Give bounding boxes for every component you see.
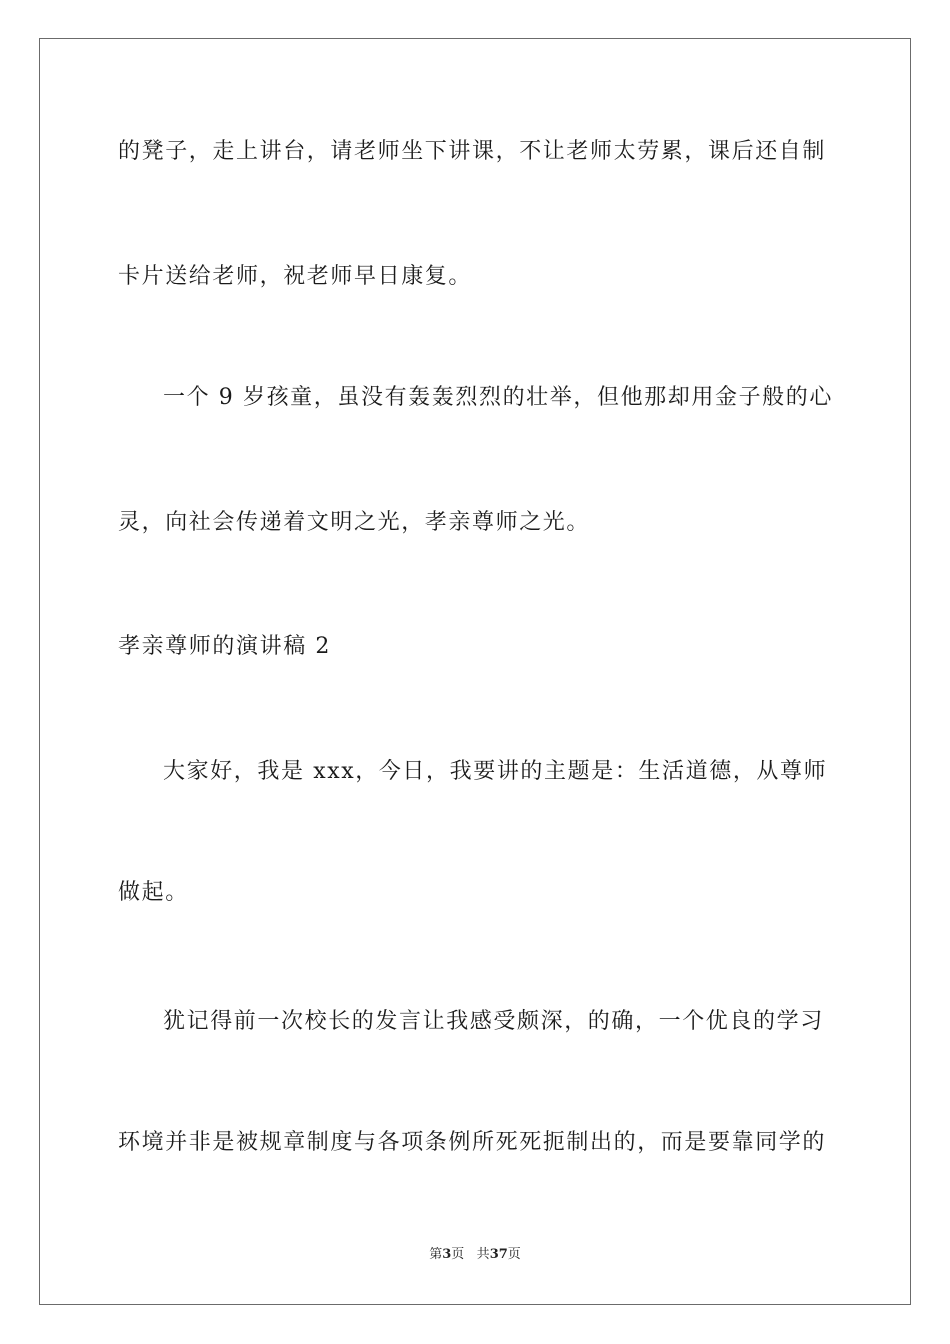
- text-line: 一个 9 岁孩童，虽没有轰轰烈烈的壮举，但他那却用金子般的心: [163, 385, 833, 410]
- text-line: 环境并非是被规章制度与各项条例所死死扼制出的，而是要靠同学的: [118, 1130, 827, 1155]
- footer-total-suffix: 页: [507, 1247, 521, 1262]
- text-line: 大家好，我是 xxx，今日，我要讲的主题是：生活道德，从尊师: [163, 759, 828, 784]
- text-line: 犹记得前一次校长的发言让我感受颇深，的确，一个优良的学习: [163, 1009, 824, 1034]
- page-footer: [0, 1246, 950, 1264]
- footer-page-suffix: 页: [451, 1247, 465, 1262]
- footer-page-number: 3: [442, 1247, 452, 1262]
- footer-total-pages: 37: [489, 1247, 508, 1262]
- section-heading: 孝亲尊师的演讲稿 2: [118, 634, 331, 659]
- page-border: [39, 38, 911, 1305]
- footer-page-prefix: 第: [429, 1247, 443, 1262]
- text-line: 的凳子，走上讲台，请老师坐下讲课，不让老师太劳累，课后还自制: [118, 139, 827, 164]
- footer-total-prefix: 共: [476, 1247, 490, 1262]
- text-line: 做起。: [118, 880, 189, 905]
- text-line: 灵，向社会传递着文明之光，孝亲尊师之光。: [118, 510, 591, 535]
- text-line: 卡片送给老师，祝老师早日康复。: [118, 264, 473, 289]
